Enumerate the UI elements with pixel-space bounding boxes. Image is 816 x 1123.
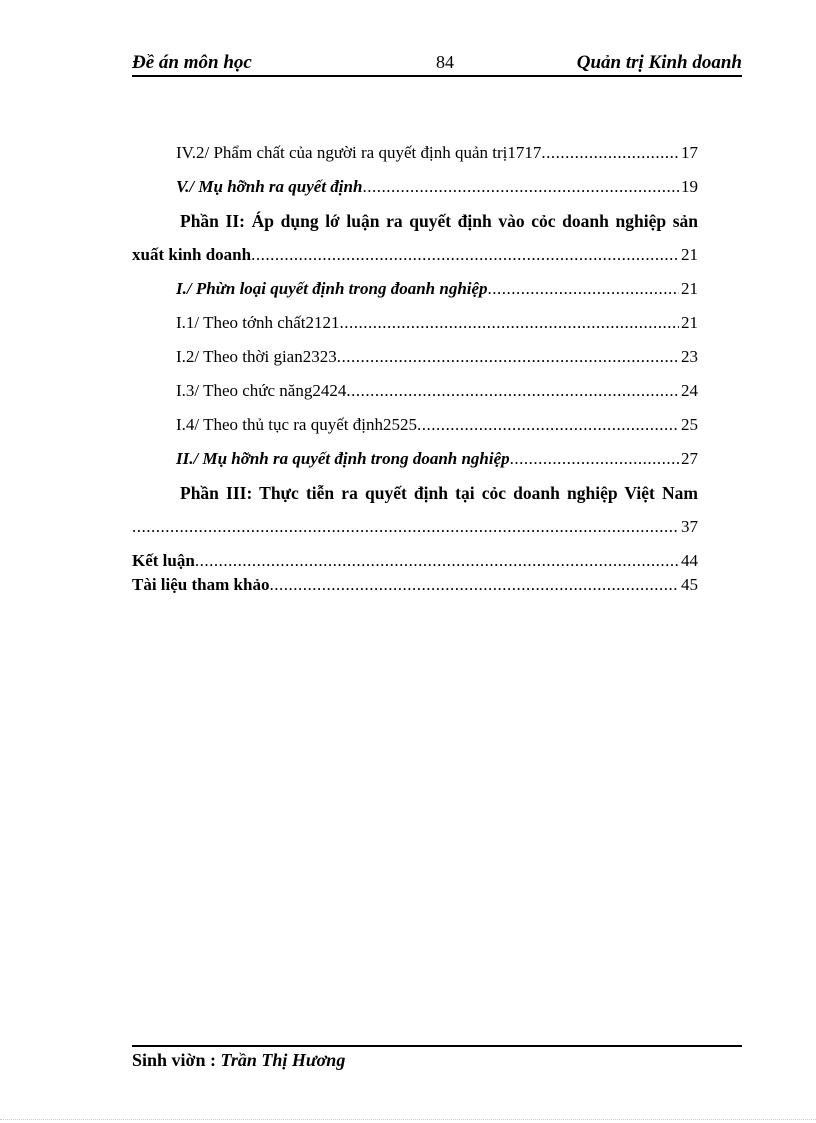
toc-entry-i2[interactable] [132,344,698,370]
toc-entry-label: I.3/ Theo chức năng2424 [176,381,347,400]
dot-leader [132,514,679,540]
toc-entry-i[interactable] [132,276,698,302]
toc-entry-page: 21 [681,245,698,264]
toc-entry-page: 21 [681,313,698,332]
toc-entry-label: IV.2/ Phẩm chất của người ra quyết định quản trị1717 [176,143,542,162]
toc-entry-page: 19 [681,177,698,196]
toc-entry-label: I.2/ Theo thời gian2323 [176,347,337,366]
toc-entry-v[interactable] [132,174,698,200]
page-header [132,48,742,76]
toc-entry-page: 45 [681,575,698,594]
page-footer [132,1050,345,1071]
toc-entry-i1[interactable] [132,310,698,336]
header-page-number: 84 [436,52,454,72]
dot-leader [269,574,679,600]
toc-entry-page: 24 [681,381,698,400]
footer-rule [132,1045,742,1047]
header-rule [132,75,742,77]
toc-entry-ketluan[interactable] [132,550,698,572]
page-bottom-edge [0,1119,816,1120]
dot-leader [362,174,679,200]
toc-entry-label: II./ Mụ hỡnh ra quyết định trong doanh nghiệp [176,449,510,468]
dot-leader [417,412,679,438]
toc-part3-heading[interactable]: Phần III: Thực tiễn ra quyết định tại cỏc doanh nghiệp Việt Nam [180,483,698,503]
toc-entry-part3[interactable] [132,514,698,540]
toc-entry-label: Kết luận [132,551,195,570]
toc-entry-page: 21 [681,279,698,298]
toc-entry-part2[interactable] [132,242,698,268]
toc-part2-heading[interactable]: Phần II: Áp dụng lớ luận ra quyết định vào cỏc doanh nghiệp sản [180,211,698,231]
toc-entry-i4[interactable] [132,412,698,438]
toc-entry-label: V./ Mụ hỡnh ra quyết định [176,177,363,196]
toc-entry-label: I./ Phừn loại quyết định trong đoanh nghiệp [176,279,488,298]
toc-entry-iv2[interactable] [132,140,698,166]
header-course-title: Đề án môn học [132,52,252,73]
dot-leader [251,242,679,268]
toc-entry-label: I.4/ Theo thủ tục ra quyết định2525 [176,415,417,434]
dot-leader [337,344,679,370]
toc-entry-page: 44 [681,551,698,570]
toc-entry-label: Tài liệu tham khảo [132,575,270,594]
footer-student-name: Trần Thị Hương [220,1050,346,1070]
dot-leader [346,378,679,404]
toc-entry-page: 27 [681,449,698,468]
dot-leader [340,310,679,336]
toc-entry-label: xuất kinh doanh [132,245,252,264]
header-subject: Quản trị Kinh doanh [576,52,742,73]
toc-entry-ii[interactable] [132,446,698,472]
toc-entry-page: 17 [681,143,698,162]
dot-leader [541,140,679,166]
footer-student-label: Sinh viờn : [132,1050,221,1070]
dot-leader [195,550,679,576]
toc-entry-page: 37 [681,517,698,536]
toc-entry-page: 23 [681,347,698,366]
dot-leader [510,446,679,472]
toc-entry-tailieu[interactable] [132,574,698,596]
toc-entry-label: I.1/ Theo tớnh chất2121 [176,313,340,332]
toc-entry-i3[interactable] [132,378,698,404]
toc-entry-page: 25 [681,415,698,434]
dot-leader [488,276,679,302]
